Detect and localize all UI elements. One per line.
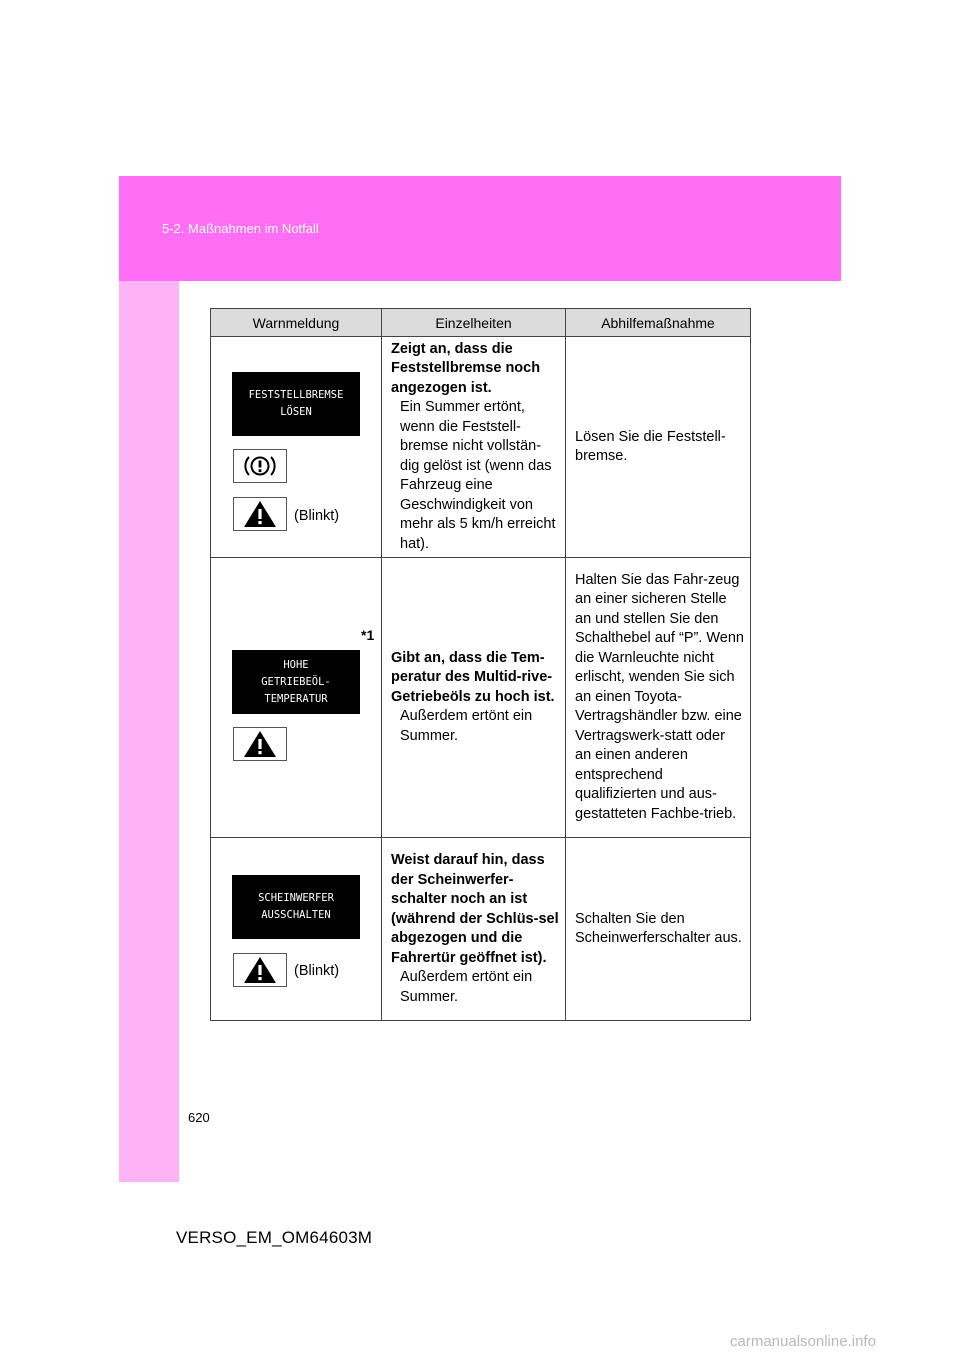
lcd-display: HOHE GETRIEBEÖL- TEMPERATUR [232, 650, 360, 714]
remedy-cell [566, 838, 751, 1021]
table-row [211, 558, 751, 838]
footnote-mark: *1 [361, 627, 375, 643]
blink-label: (Blinkt) [294, 963, 340, 979]
warning-message-cell [211, 838, 382, 1021]
master-warning-icon [233, 727, 287, 761]
detail-text: Ein Summer ertönt, wenn die Feststell-bremse nicht vollstän-dig gelöst ist (wenn das Fahrzeug eine Geschwindigkeit von mehr als 5 km/h erreicht hat). [400, 399, 556, 552]
table-row [211, 337, 751, 558]
lcd-display: FESTSTELLBREMSE LÖSEN [232, 372, 360, 436]
page-number: 620 [188, 1110, 210, 1125]
remedy-cell [566, 337, 751, 558]
detail-heading: Weist darauf hin, dass der Scheinwerfer-schalter noch an ist (während der Schlüs-sel abgezogen und die Fahrertür geöffnet ist). [391, 852, 559, 966]
detail-text: Außerdem ertönt ein Summer. [400, 708, 533, 744]
document-code: VERSO_EM_OM64603M [176, 1228, 373, 1247]
watermark: carmanualsonline.info [730, 1333, 876, 1350]
column-header: Abhilfemaßnahme [566, 309, 751, 337]
details-cell [382, 337, 566, 558]
side-strip [119, 281, 179, 1182]
warning-message-cell [211, 558, 382, 838]
remedy-text: Schalten Sie den Scheinwerferschalter aus. [575, 910, 742, 946]
master-warning-icon [233, 497, 287, 531]
remedy-cell [566, 558, 751, 838]
detail-heading: Zeigt an, dass die Feststellbremse noch angezogen ist. [391, 340, 541, 396]
warning-table [210, 308, 751, 1021]
detail-heading: Gibt an, dass die Tem-peratur des Multid-rive-Getriebeöls zu hoch ist. [391, 649, 555, 705]
detail-text: Außerdem ertönt ein Summer. [400, 969, 533, 1005]
lcd-display: SCHEINWERFER AUSSCHALTEN [232, 875, 360, 939]
blink-label: (Blinkt) [294, 508, 340, 524]
remedy-text: Halten Sie das Fahr-zeug an einer sicheren Stelle an und stellen Sie den Schalthebel auf “P”. Wenn die Warnleuchte nicht erlischt, wenden Sie sich an einen Toyota-Vertragshändler bzw. eine Vertragswerk-statt oder an einen anderen entsprechend qualifizierten und aus-gestatteten Fachbe-trieb. [575, 571, 744, 822]
details-cell [382, 558, 566, 838]
column-header: Einzelheiten [382, 309, 566, 337]
column-header: Warnmeldung [211, 309, 382, 337]
details-cell [382, 838, 566, 1021]
remedy-text: Lösen Sie die Feststell-bremse. [575, 428, 726, 464]
master-warning-icon [233, 953, 287, 987]
section-title: 5-2. Maßnahmen im Notfall [162, 221, 319, 236]
warning-message-cell [211, 337, 382, 558]
table-row [211, 838, 751, 1021]
table-header-row [211, 309, 751, 337]
section-header-band [119, 176, 841, 281]
brake-warning-icon [233, 449, 287, 483]
